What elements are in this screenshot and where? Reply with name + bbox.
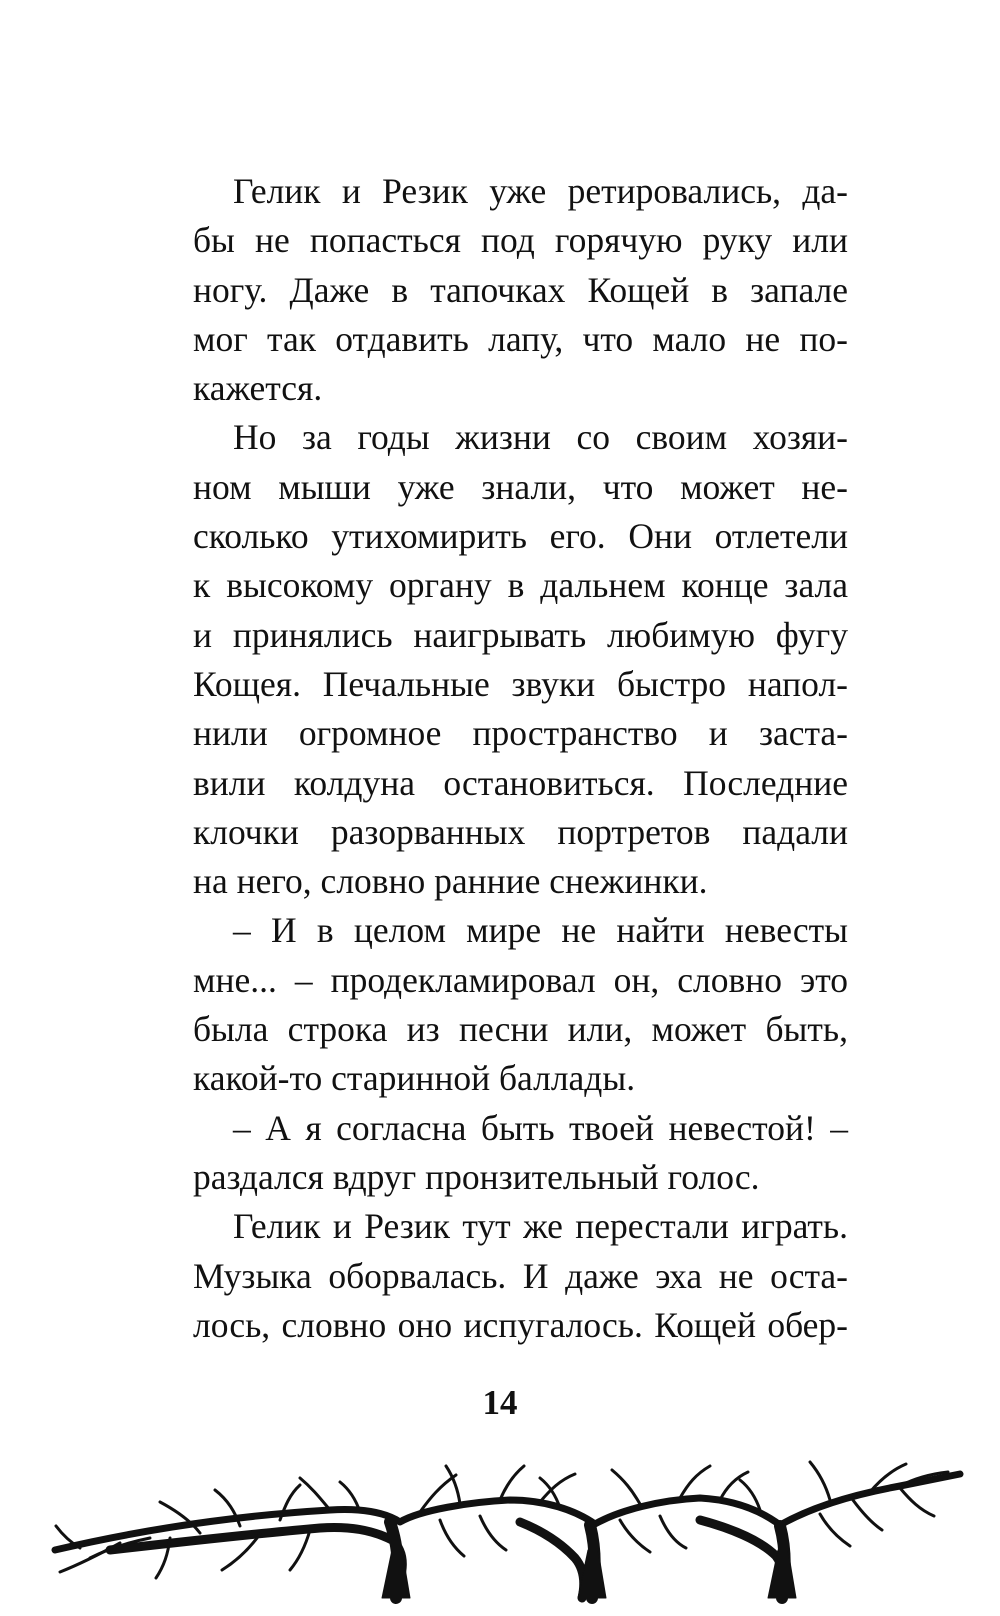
text-line: Гелик и Резик уже ретировались, да-	[233, 171, 848, 211]
branch-stroke	[660, 1516, 686, 1548]
text-line: клочки разорванных портретов падали	[193, 811, 848, 852]
page-number: 14	[482, 1383, 518, 1422]
body-text	[193, 167, 848, 1350]
branch-stroke	[500, 1466, 524, 1500]
text-line: ногу. Даже в тапочках Кощей в запале	[193, 269, 848, 310]
text-line: мог так отдавить лапу, что мало не по-	[193, 318, 848, 359]
text-line: нили огромное пространство и заста-	[193, 713, 848, 754]
branch-stroke	[900, 1488, 934, 1516]
text-line: Гелик и Резик тут же перестали играть.	[233, 1206, 848, 1247]
text-line: кажется.	[193, 368, 323, 409]
branch-stroke	[850, 1496, 882, 1530]
text-line: Но за годы жизни со своим хозяи-	[233, 417, 848, 458]
text-line: мне... – продекламировал он, словно это	[193, 959, 848, 1000]
branch-stroke	[680, 1466, 710, 1498]
text-line: на него, словно ранние снежинки.	[193, 861, 708, 902]
text-line: вили колдуна остановиться. Последние	[193, 762, 848, 803]
branch-stroke	[300, 1478, 330, 1510]
text-line: ном мыши уже знали, что может не-	[193, 466, 848, 507]
branch-stroke	[520, 1522, 584, 1598]
text-line: Музыка оборвалась. И даже эха не оста-	[193, 1255, 848, 1296]
text-line: к высокому органу в дальнем конце зала	[193, 565, 848, 606]
text-line: раздался вдруг пронзительный голос.	[193, 1156, 760, 1197]
text-line: – И в целом мире не найти невесты	[233, 910, 848, 951]
branch-stroke	[612, 1470, 640, 1504]
text-line: была строка из песни или, может быть,	[193, 1009, 848, 1050]
text-line: лось, словно оно испугалось. Кощей обер-	[193, 1304, 848, 1345]
branch-stroke	[820, 1514, 850, 1546]
text-line: и принялись наигрывать любимую фугу	[193, 614, 848, 655]
text-line: Кощея. Печальные звуки быстро напол-	[193, 663, 848, 704]
text-line: – А я согласна быть твоей невестой! –	[233, 1107, 848, 1148]
branches-ornament-icon	[0, 1430, 1000, 1610]
branch-stroke	[810, 1462, 830, 1500]
branch-stroke	[620, 1520, 650, 1552]
branch-stroke	[720, 1472, 748, 1500]
text-line: бы не попасться под горячую руку или	[193, 220, 848, 261]
branch-stroke	[290, 1530, 310, 1570]
branch-stroke	[446, 1466, 460, 1504]
branch-stroke	[440, 1520, 464, 1556]
text-line: сколько утихомирить его. Они отлетели	[193, 516, 848, 557]
text-line: какой-то старинной баллады.	[193, 1058, 636, 1099]
branch-stroke	[480, 1516, 506, 1550]
branch-stroke	[540, 1474, 575, 1502]
